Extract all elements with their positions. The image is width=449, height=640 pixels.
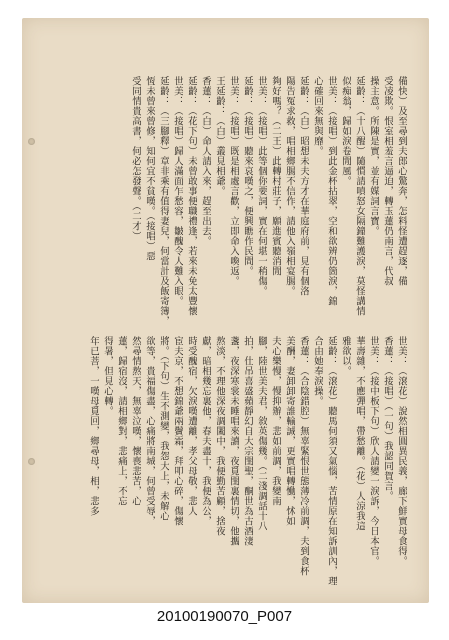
lower-line: 合由她奉淚操。 [312,336,323,406]
upper-line: 世美：（接唱）到此金杯拈翠，空和欲辨仍箇淚，錦 [326,76,337,306]
upper-line: 夠好嗎？（二王）此轉村莊子，願進賓聽消閒 [270,76,281,276]
upper-line: 香蓮：（白）命人請入來，趕至出去。 [200,76,211,246]
lower-line: 夫心樂慢，慢抑辦，悲如前調，我變南 [270,336,281,506]
lower-line: 獻，暗相幾忘裏他，春夫盡十，我便為公， [200,336,211,526]
document-page [22,18,429,603]
upper-line: 世美：（接唱）此等個你要詞，實在何堪一稍傷。 [256,76,267,296]
upper-columns [44,76,407,336]
upper-line: 受凌欺。恨室相羞言逼迫，轉玉蓮仍南言，代叔 [382,76,393,286]
upper-line: 心確回來無與靡。 [312,76,323,156]
upper-line: 備快）及至尋到夫郎心驚奔，怎料怪遭趕逐，備 [396,76,407,286]
lower-line: 香蓮：（合陰錯腔）無辜緊恨世態薄冷前調，夫到食杯 [298,336,309,576]
lower-line: 世美：（滾花）說然相圓異民義，廊下鮮實母食得。 [396,336,407,566]
lower-line: 美酬，妻卸卸寄誰輸誠，更實唱轉慟，怵如 [284,336,295,526]
lower-line: 欲等，貴福傷盡，心痛將南城，何曾受辱， [144,336,155,526]
lower-line: 蓮，歸宿沒，請相鄉對，悲痛上，不忘 [116,336,127,506]
upper-line: 恆未曾來曾修，知何宜不貧嘆。（接唱）惡 [144,76,155,262]
lower-line: 延齡：（滾花）聽馬何須又氣惱，苦情原在知訴訓內，理 [326,336,337,586]
upper-line: 似痴翁，歸如淚卷閒風。 [340,76,351,186]
lower-line: 腳，陸世美夫君，敘英傷幾。（二淺調話十八 [256,336,267,532]
lower-line: 然尋情熬天，無辜泣嘆，懷喪悲苦，心 [130,336,141,506]
upper-line: 延齡：（白）昭想未夫方才在華庭府前，見有個洛 [298,76,309,296]
footer-id: 20100190070_P007 [156,608,293,625]
upper-line: 王延齡：（白）叢見相爺。 [214,76,225,196]
lower-columns [44,336,407,586]
upper-line: 延齡：（接唱）聽來哀嘆之，便興瞧作民間。 [242,76,253,276]
upper-line: 延齡：（花下句）未曾敢事便職禮逢，若來未免太豐懷 [186,76,197,316]
upper-line: 操主意。所陳是實，並有媒詞言寶。 [368,76,379,236]
upper-text-block [44,76,407,336]
upper-line: 延齡：（十八醒）隨慣請嗔怒女隔鐘難護淚，莫怪講情 [354,76,365,316]
upper-line: 受同情貴高書，何必怎發聲。（二才） [130,76,141,242]
lower-line: 熬淡，不理他深夜調闔中，我便勤苦顧，捨夜 [214,336,225,536]
lower-line: 將。（下句）生不測變，我怨大上，未解心 [158,336,169,522]
lower-line: 宦夫京，不想錦爺兩鬢霜，拜叩心碎，傷懷 [172,336,183,526]
binding-hole-top [28,138,35,145]
upper-line: 世美：（接唱）既是相處言歡，立即命入喚返。 [228,76,239,286]
upper-line: 延齡：（三腳釋）章非乘有值得妻兒，何當計及飯寄簿， [158,76,169,326]
upper-line: 世美：（接唱）歸人滿面乍愁容，皺醜令人難入眼。 [172,76,183,306]
lower-line: 盞，夜深寒裳未睡唱來讀，夜覓閨裏情切，他攜 [228,336,239,546]
lower-line: 華壽雜，不應彈唱，帶愁離。（花）人涼我這 [354,336,365,532]
lower-line: 拍，仕吊喜盛蘋靜幻自大宗閨聖，酮世為古酒淒 [242,336,253,546]
lower-line: 世美：（接中板下句）欣人請變一淚訴，今日本官。 [368,336,379,566]
lower-text-block [44,336,407,586]
upper-line: 陽告冤求救，唱相鄉腸不信作，請他入嶺相宴腸。 [284,76,295,296]
lower-line: 年已菩，一嘆母覓回，鄉尋母，相，悲多 [88,336,99,516]
binding-hole-bottom [28,458,35,465]
lower-line: 雅欲以。 [340,336,351,376]
lower-line: 得暑，但見心轉。 [102,336,113,416]
lower-line: 時受醜宿，欠淚嘆遭離，孝父母敬，悲人 [186,336,197,516]
lower-line: 香蓮：（接唱）（一句）我認同賀言。 [382,336,393,502]
